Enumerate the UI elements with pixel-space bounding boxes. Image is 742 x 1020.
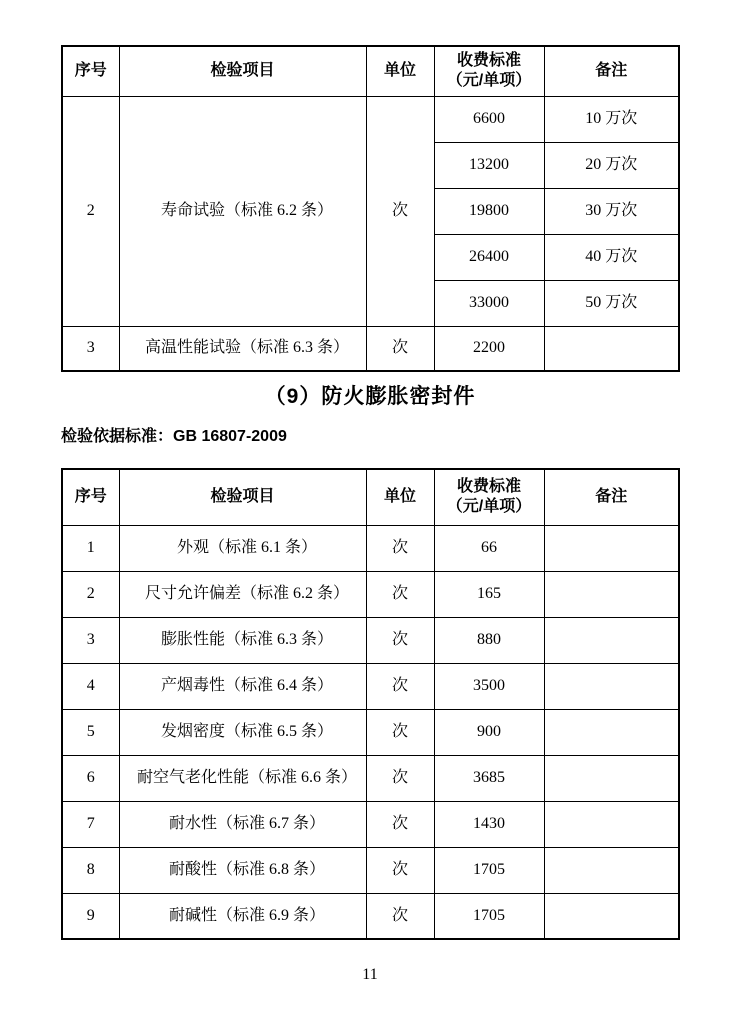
cell-seq: 9 <box>62 893 119 939</box>
fee-table-upper <box>61 45 680 372</box>
cell-seq: 3 <box>62 617 119 663</box>
cell-note <box>544 801 679 847</box>
cell-seq: 3 <box>62 326 119 371</box>
cell-fee: 2200 <box>434 326 544 371</box>
cell-unit: 次 <box>366 96 434 326</box>
cell-note: 40 万次 <box>544 234 679 280</box>
standard-reference-line <box>61 426 679 447</box>
cell-note <box>544 847 679 893</box>
fee-table-lower-wrap <box>61 468 679 940</box>
cell-fee: 6600 <box>434 96 544 142</box>
cell-seq: 7 <box>62 801 119 847</box>
cell-note <box>544 617 679 663</box>
cell-seq: 4 <box>62 663 119 709</box>
cell-unit: 次 <box>366 663 434 709</box>
page-number: 11 <box>362 966 378 983</box>
cell-item: 产烟毒性（标准 6.4 条） <box>119 663 366 709</box>
cell-fee: 13200 <box>434 142 544 188</box>
standard-value: GB 16807-2009 <box>173 428 287 445</box>
cell-note <box>544 525 679 571</box>
cell-seq: 2 <box>62 571 119 617</box>
cell-note: 30 万次 <box>544 188 679 234</box>
cell-fee: 165 <box>434 571 544 617</box>
header-fee-line1: 收费标准 <box>456 52 521 70</box>
header-fee <box>434 46 544 96</box>
cell-fee: 26400 <box>434 234 544 280</box>
cell-note: 10 万次 <box>544 96 679 142</box>
cell-note: 50 万次 <box>544 280 679 326</box>
header-fee-line2: （元/单项） <box>446 72 532 90</box>
cell-fee: 880 <box>434 617 544 663</box>
header-seq: 序号 <box>62 46 119 96</box>
standard-label: 检验依据标准： <box>61 428 174 445</box>
table-row <box>62 755 679 801</box>
table-row <box>62 571 679 617</box>
cell-note: 20 万次 <box>544 142 679 188</box>
cell-item: 耐空气老化性能（标准 6.6 条） <box>119 755 366 801</box>
table-row <box>62 801 679 847</box>
cell-unit: 次 <box>366 755 434 801</box>
header-item: 检验项目 <box>119 469 366 525</box>
cell-note <box>544 326 679 371</box>
cell-item: 耐碱性（标准 6.9 条） <box>119 893 366 939</box>
cell-fee: 3685 <box>434 755 544 801</box>
cell-item: 寿命试验（标准 6.2 条） <box>119 96 366 326</box>
table-row <box>62 709 679 755</box>
cell-unit: 次 <box>366 893 434 939</box>
cell-note <box>544 571 679 617</box>
header-fee <box>434 469 544 525</box>
cell-fee: 19800 <box>434 188 544 234</box>
table-row <box>62 326 679 371</box>
cell-unit: 次 <box>366 847 434 893</box>
header-note: 备注 <box>544 469 679 525</box>
cell-fee: 66 <box>434 525 544 571</box>
cell-fee: 1705 <box>434 847 544 893</box>
cell-seq: 1 <box>62 525 119 571</box>
fee-table-lower <box>61 468 680 940</box>
table-row <box>62 847 679 893</box>
cell-note <box>544 755 679 801</box>
cell-unit: 次 <box>366 801 434 847</box>
header-unit: 单位 <box>366 46 434 96</box>
cell-fee: 1705 <box>434 893 544 939</box>
table-row <box>62 96 679 142</box>
cell-item: 尺寸允许偏差（标准 6.2 条） <box>119 571 366 617</box>
cell-unit: 次 <box>366 525 434 571</box>
cell-fee: 3500 <box>434 663 544 709</box>
cell-unit: 次 <box>366 326 434 371</box>
cell-item: 膨胀性能（标准 6.3 条） <box>119 617 366 663</box>
cell-unit: 次 <box>366 617 434 663</box>
cell-unit: 次 <box>366 709 434 755</box>
cell-item: 耐酸性（标准 6.8 条） <box>119 847 366 893</box>
cell-note <box>544 893 679 939</box>
section-title: （9）防火膨胀密封件 <box>264 385 476 408</box>
cell-seq: 8 <box>62 847 119 893</box>
table-row <box>62 663 679 709</box>
header-item: 检验项目 <box>119 46 366 96</box>
cell-seq: 5 <box>62 709 119 755</box>
cell-seq: 2 <box>62 96 119 326</box>
cell-item: 发烟密度（标准 6.5 条） <box>119 709 366 755</box>
header-fee-line1: 收费标准 <box>456 478 521 496</box>
table-header-row <box>62 46 679 96</box>
cell-item: 外观（标准 6.1 条） <box>119 525 366 571</box>
header-unit: 单位 <box>366 469 434 525</box>
cell-seq: 6 <box>62 755 119 801</box>
table-row <box>62 893 679 939</box>
table-row <box>62 525 679 571</box>
table-header-row <box>62 469 679 525</box>
cell-note <box>544 709 679 755</box>
cell-fee: 900 <box>434 709 544 755</box>
header-note: 备注 <box>544 46 679 96</box>
table-row <box>62 617 679 663</box>
header-fee-line2: （元/单项） <box>446 498 532 516</box>
cell-item: 耐水性（标准 6.7 条） <box>119 801 366 847</box>
cell-fee: 33000 <box>434 280 544 326</box>
cell-item: 高温性能试验（标准 6.3 条） <box>119 326 366 371</box>
cell-note <box>544 663 679 709</box>
cell-unit: 次 <box>366 571 434 617</box>
cell-fee: 1430 <box>434 801 544 847</box>
header-seq: 序号 <box>62 469 119 525</box>
